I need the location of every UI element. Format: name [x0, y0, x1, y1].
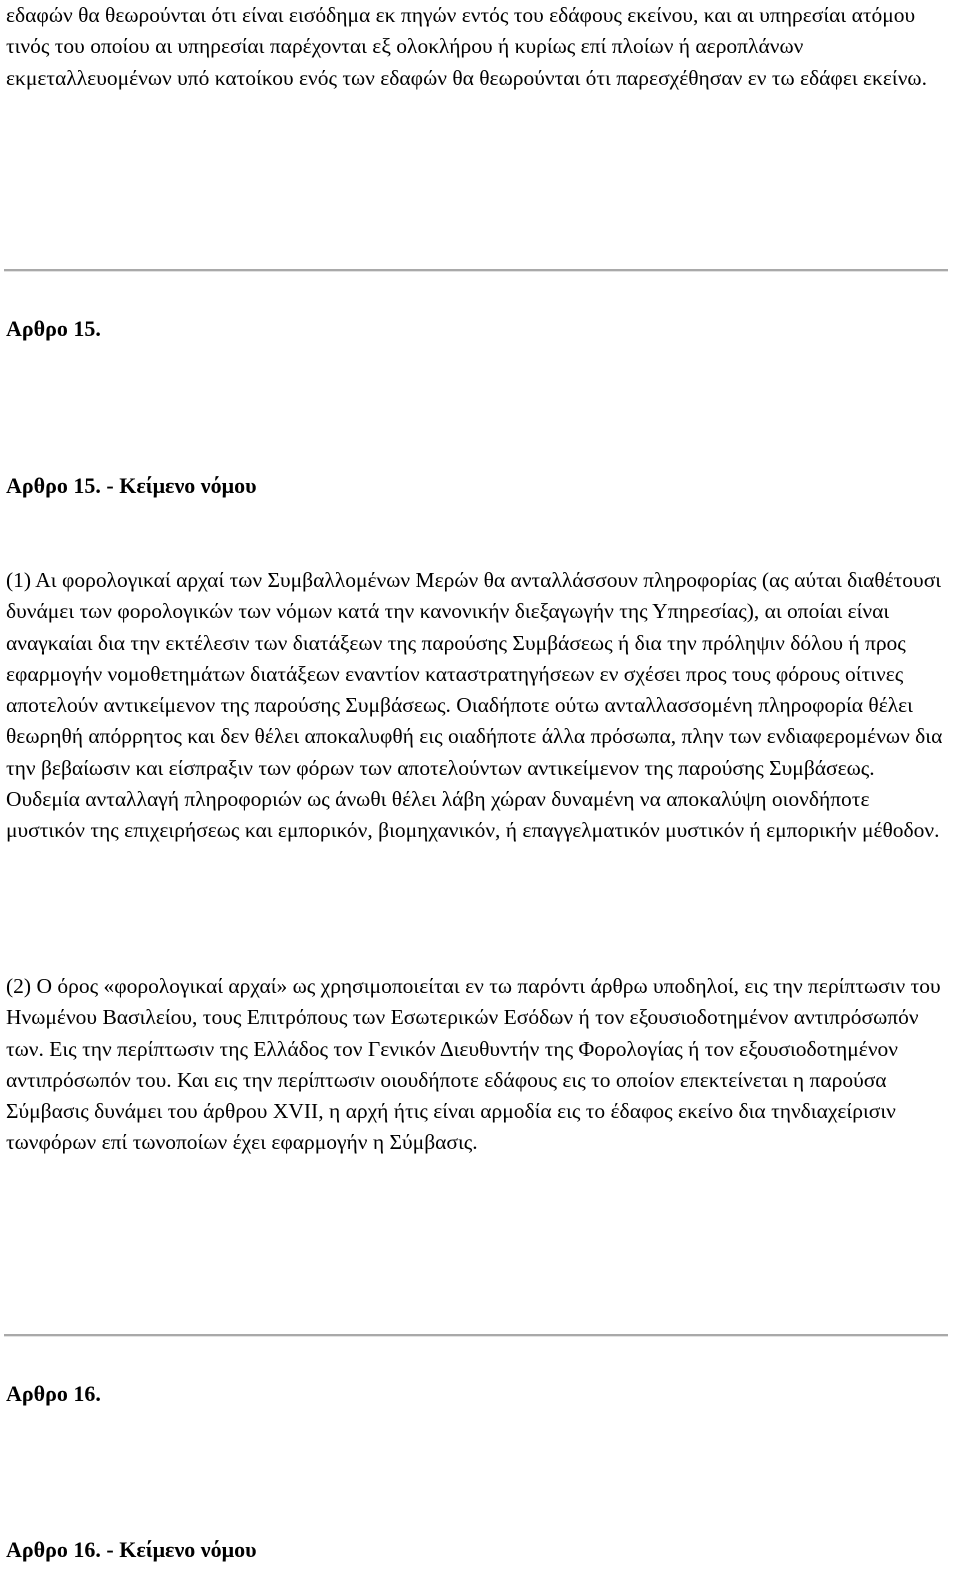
- article-15-paragraph-2: (2) Ο όρος «φορολογικαί αρχαί» ως χρησιμοποιείται εν τω παρόντι άρθρω υποδηλοί, εις την περίπτωσιν του Ηνωμένου Βασιλείου, τους Επιτρόπους των Εσωτερικών Εσόδων ή τον εξουσιοδοτημένον αντιπρόσωπόν των. Εις την περίπτωσιν της Ελλάδος τον Γενικόν Διευθυντήν της Φορολογίας ή τον εξουσιοδοτημένον αντιπρόσωπόν του. Και εις την περίπτωσιν οιουδήποτε εδάφους εις το οποίον επεκτείνεται η παρούσα Σύμβασις δυνάμει του άρθρου XVII, η αρχή ήτις είναι αρμοδία εις το έδαφος εκείνο δια τηνδιαχείρισιν τωνφόρων επί τωνοποίων έχει εφαρμογήν η Σύμβασις.: [6, 974, 941, 1155]
- section-divider: [4, 1334, 948, 1337]
- article-16-title: Αρθρο 16.: [6, 1381, 101, 1406]
- intro-paragraph: εδαφών θα θεωρούνται ότι είναι εισόδημα εκ πηγών εντός του εδάφους εκείνου, και αι υπηρεσίαι ατόμου τινός του οποίου αι υπηρεσίαι παρέχονται εξ ολοκλήρου ή κυρίως επί πλοίων ή αεροπλάνων εκμεταλλευομένων υπό κατοίκου ενός των εδαφών θα θεωρούνται ότι παρεσχέθησαν εν τω εδάφει εκείνω.: [6, 3, 927, 90]
- article-15-body-2: [6, 971, 946, 1159]
- article-15-subtitle: Αρθρο 15. - Κείμενο νόμου: [6, 473, 257, 498]
- section-divider: [4, 269, 948, 272]
- article-15-paragraph-1: (1) Αι φορολογικαί αρχαί των Συμβαλλομένων Μερών θα ανταλλάσσουν πληροφορίας (ας αύται διαθέτουσι δυνάμει των φορολογικών των νόμων κατά την κανονικήν διεξαγωγήν της Υπηρεσίας), αι οποίαι είναι αναγκαίαι δια την εκτέλεσιν των διατάξεων της παρούσης Συμβάσεως ή δια την πρόληψιν δόλου ή προς εφαρμογήν νομοθετημάτων διατάξεων εναντίον καταστρατηγήσεων εν σχέσει προς τους φόρους οίτινες αποτελούν αντικείμενον της παρούσης Συμβάσεως. Οιαδήποτε ούτω ανταλλασσομένη πληροφορία θέλει θεωρηθή απόρρητος και δεν θέλει αποκαλυφθή εις οιαδήποτε άλλα πρόσωπα, πλην των ενδιαφερομένων δια την βεβαίωσιν και είσπραξιν των φόρων των αποτελούντων αντικείμενον της παρούσης Συμβάσεως. Ουδεμία ανταλλαγή πληροφοριών ως άνωθι θέλει λάβη χώραν δυναμένη να αποκαλύψη οιονδήποτε μυστικόν της επιχειρήσεως και εμπορικόν, βιομηχανικόν, ή επαγγελματικόν μυστικόν ή εμπορικήν μέθοδον.: [6, 568, 943, 843]
- article-16-subtitle: Αρθρο 16. - Κείμενο νόμου: [6, 1537, 257, 1562]
- article-15-title: Αρθρο 15.: [6, 316, 101, 341]
- article-15-body: [6, 565, 946, 847]
